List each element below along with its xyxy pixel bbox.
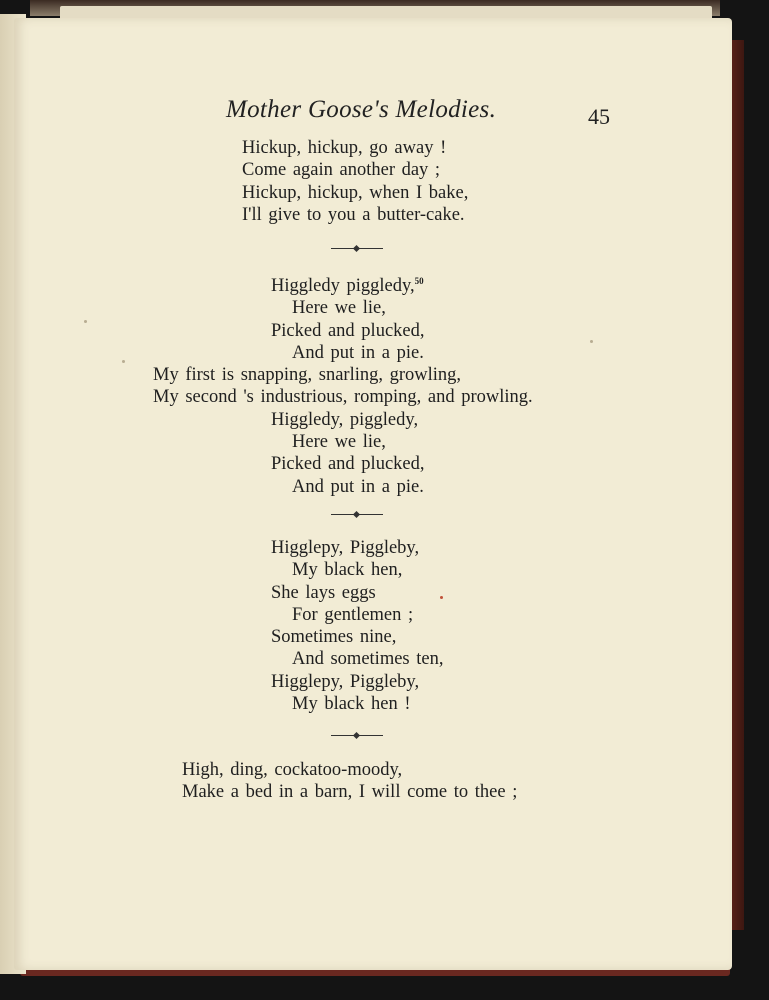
verse-line: Here we lie, bbox=[292, 432, 386, 453]
verse-line: Picked and plucked, bbox=[271, 320, 425, 341]
verse-line: Hickup, hickup, when I bake, bbox=[242, 182, 469, 203]
verse-line: My black hen, bbox=[292, 560, 403, 581]
verse-line: For gentlemen ; bbox=[292, 604, 414, 625]
paper-speck bbox=[84, 320, 87, 323]
verse-line: Make a bed in a barn, I will come to thee ; bbox=[182, 782, 518, 803]
verse-line: Come again another day ; bbox=[242, 160, 441, 181]
verse-line: And put in a pie. bbox=[292, 476, 424, 497]
verse-line: And put in a pie. bbox=[292, 342, 424, 363]
verse-line: Here we lie, bbox=[292, 298, 386, 319]
verse-line: Higglepy, Piggleby, bbox=[271, 671, 420, 692]
verse-line: Sometimes nine, bbox=[271, 627, 397, 648]
verse-line: Hickup, hickup, go away ! bbox=[242, 138, 447, 158]
verse-line: I'll give to you a butter-cake. bbox=[242, 204, 465, 225]
verse-line: My first is snapping, snarling, growling, bbox=[153, 365, 462, 386]
verse-line: And sometimes ten, bbox=[292, 649, 444, 670]
verse-higglepy bbox=[271, 537, 443, 715]
verse-line: She lays eggs bbox=[271, 582, 376, 603]
paper-speck bbox=[122, 360, 125, 363]
verse-high-ding bbox=[182, 759, 517, 804]
section-divider bbox=[331, 244, 383, 254]
running-header-title: Mother Goose's Melodies. bbox=[226, 96, 497, 123]
section-divider bbox=[331, 510, 383, 520]
verse-line: Higglepy, Piggleby, bbox=[271, 538, 420, 558]
verse-line: High, ding, cockatoo-moody, bbox=[182, 760, 403, 780]
verse-line: Higgledy, piggledy, bbox=[271, 409, 419, 430]
verse-line: Higgledy piggledy, bbox=[271, 276, 415, 296]
verse-higgledy bbox=[153, 270, 533, 498]
page-number: 45 bbox=[588, 104, 610, 129]
section-divider bbox=[331, 731, 383, 741]
verse-hickup bbox=[242, 137, 468, 226]
verse-line: My second 's industrious, romping, and prowling. bbox=[153, 387, 533, 408]
verse-line: My black hen ! bbox=[292, 694, 411, 715]
verse-line: Picked and plucked, bbox=[271, 454, 425, 475]
paper-speck bbox=[590, 340, 593, 343]
footnote-marker: 50 bbox=[414, 276, 424, 286]
